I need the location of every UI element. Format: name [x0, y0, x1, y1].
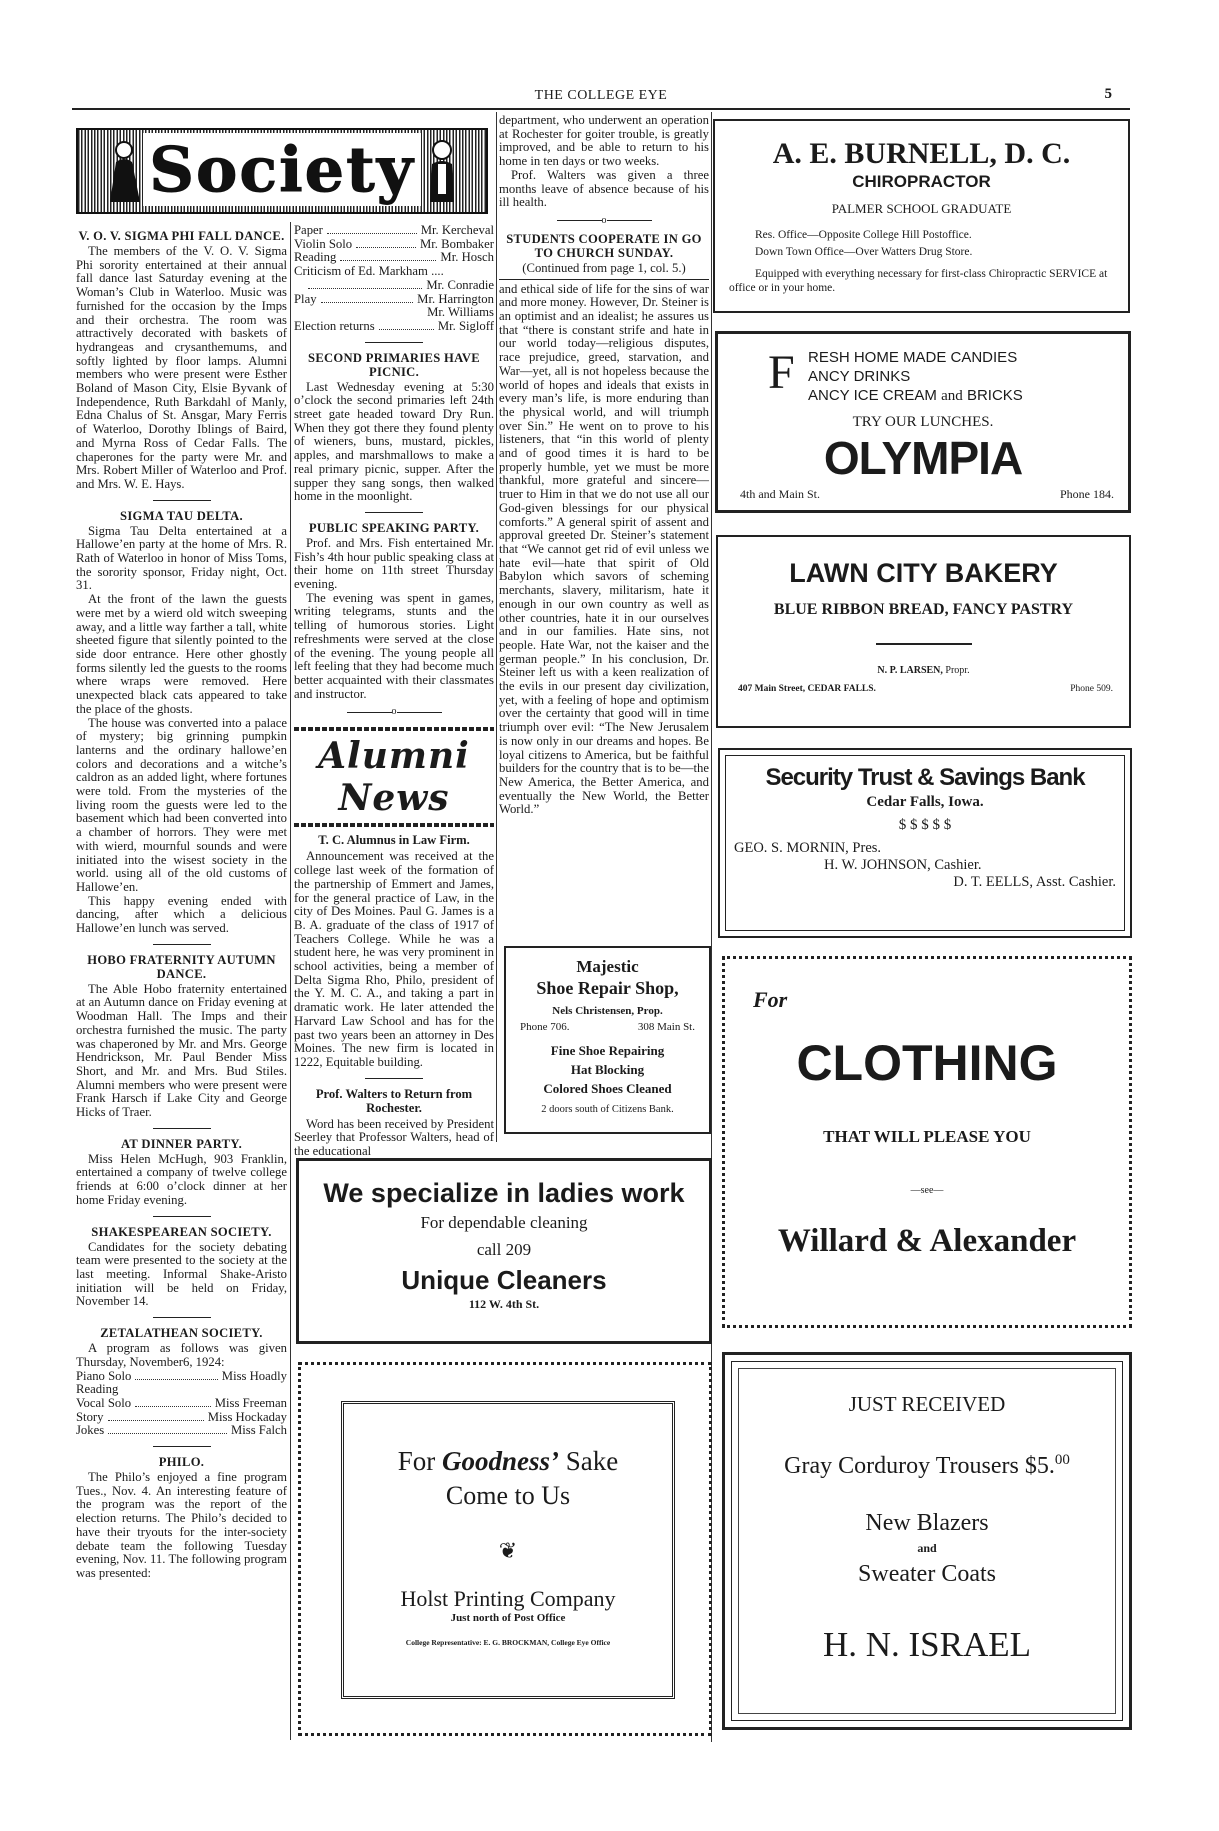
program-item: Reading: [76, 1382, 119, 1397]
program-entry: [76, 1411, 287, 1425]
ad-subline: THAT WILL PLEASE YOU: [823, 1127, 1031, 1146]
column-1: [76, 224, 287, 1581]
program-item: Story: [76, 1409, 104, 1424]
newspaper-title: THE COLLEGE EYE: [534, 88, 668, 103]
continued-note: (Continued from page 1, col. 5.): [499, 262, 709, 280]
article-heading: SECOND PRIMARIES HAVE PICNIC.: [308, 350, 480, 379]
ad-location: 2 doors south of Citizens Bank.: [541, 1104, 674, 1115]
article-public-speaking: [294, 521, 494, 701]
divider: [153, 1216, 211, 1217]
ad-name: Shoe Repair Shop,: [536, 978, 679, 998]
program-entry: [294, 238, 494, 252]
ad-address: 308 Main St.: [637, 1021, 695, 1033]
ad-office: Down Town Office—Over Watters Drug Store.: [755, 246, 973, 258]
program-entry: [294, 265, 494, 279]
ad-headline: CLOTHING: [796, 1035, 1058, 1091]
article-paragraph: The evening was spent in games, writing telegrams, stunts and the telling of humorous stories. Light refreshments were served at the close of the evening. The young people all left feeling that they had become much better acquainted with their classmates and instructor.: [294, 590, 494, 701]
program-entry: [294, 279, 494, 293]
divider: [876, 643, 972, 645]
ad-name: Majestic: [576, 957, 639, 976]
ad-description: Equipped with everything necessary for first-class Chiropractic SERVICE at office or in your home.: [729, 268, 1108, 294]
ad-olympia: [715, 331, 1131, 513]
ad-ornamental-frame: [341, 1401, 675, 1699]
ad-phone: Phone 184.: [1060, 487, 1114, 501]
program-entry: [76, 1383, 287, 1397]
article-heading: SIGMA TAU DELTA.: [120, 508, 243, 523]
column-2: [294, 224, 494, 1159]
ad-initial-letter: F: [768, 346, 795, 399]
ad-phone: Phone 509.: [1070, 684, 1113, 694]
program-item: Jokes: [76, 1423, 105, 1438]
ad-word: Propr.: [945, 665, 970, 676]
program-performer: Mr. Hosch: [440, 250, 494, 265]
article-students-cooperate: [499, 232, 709, 817]
ad-office: Res. Office—Opposite College Hill Postoffice.: [755, 229, 972, 241]
gentleman-figure-icon: [420, 138, 464, 204]
ad-phone: Phone 706.: [520, 1021, 570, 1033]
divider: [365, 342, 423, 343]
ad-word: BRICKS: [966, 387, 1023, 404]
ornament-icon: ❦: [498, 1538, 518, 1563]
program-entry: [294, 224, 494, 238]
program-item: Paper: [294, 223, 323, 237]
article-body: The members of the V. O. V. Sigma Phi sorority entertained at their annual fall dance last Saturday evening at the Woman’s Club in Waterloo. Music was furnished for the occasion by the Imps and their orchestra. The room was attractively decorated with baskets of hydrangeas and crysanthemums, and softly lighted by floor lamps. Alumni members who were present were Esther Boland of Mason City, Elsie Byvank of Independence, Ruth Barkdahl of Manly, Edna Chalus of St. Ansgar, Mary Ferris of Waterloo, Dorothy Iblings of Baird, and Myrna Ross of Cedar Falls. The chaperones for the party were Mr. and Mrs. Robert Miller of Waterloo and Prof. and Mrs. W. E. Hays.: [76, 244, 287, 491]
divider-mark: o: [601, 214, 607, 226]
program-item: Vocal Solo: [76, 1395, 132, 1410]
ad-business-name: A. E. BURNELL, D. C.: [772, 137, 1071, 170]
article-vov-dance: [76, 229, 287, 492]
ad-officer: GEO. S. MORNIN, Pres.: [734, 840, 882, 856]
program-entry: [294, 251, 494, 265]
ad-proprietor-name: N. P. LARSEN,: [877, 665, 943, 676]
divider: [557, 216, 652, 226]
article-zetalathean: [76, 1326, 287, 1438]
ad-officer: H. W. JOHNSON, Cashier.: [824, 857, 982, 873]
divider: [347, 707, 442, 717]
article-second-primaries: [294, 351, 494, 504]
article-hobo-dance: [76, 953, 287, 1120]
ad-word: Sake: [565, 1446, 619, 1476]
ad-contact-row: [506, 1017, 709, 1037]
article-heading: PUBLIC SPEAKING PARTY.: [308, 520, 480, 535]
article-paragraph: At the front of the lawn the guests were met by a wierd old witch sweeping away, and a little way farther a tall, white sheeted figure that silently pointed to the side door entrance. Here other ghostly forms silently led the guests to the rooms where wraps were removed. Here unexpected black cats appeared to take the place of the ghosts.: [76, 592, 287, 716]
program-item: Election returns: [294, 318, 375, 333]
ad-headline: Come to Us: [445, 1481, 571, 1510]
ad-headline: [344, 1444, 672, 1478]
ad-business-name: H. N. ISRAEL: [822, 1625, 1032, 1664]
article-body: A program as follows was given Thursday, November6, 1924:: [76, 1341, 287, 1369]
article-body: The Able Hobo fraternity entertained at an Autumn dance on Friday evening at Woodman Hall. The Imps and their orchestra furnished the music. The party was chaperoned by Mr. and Mrs. George Hendrickson, Mr. Paul Bender Miss Short, and Mr. and Mrs. Bud Stiles. Alumni members who were present were Frank Harsch if Lake City and George Hicks of Traer.: [76, 981, 287, 1120]
program-entry: [76, 1370, 287, 1384]
ad-line: [808, 386, 1023, 406]
divider: [153, 1446, 211, 1447]
masthead: [72, 86, 1130, 110]
article-philo: [76, 1455, 287, 1581]
article-paragraph: Sigma Tau Delta entertained at a Hallowe’en party at the home of Mrs. R. Rath of Waterloo in honor of Miss Toms, the sorority sponsor, Friday night, Oct. 31.: [76, 523, 287, 593]
ad-business-name: OLYMPIA: [823, 432, 1023, 484]
divider: [153, 500, 211, 501]
ad-item-name: Gray Corduroy Trousers: [784, 1453, 1019, 1479]
ad-business-name: Willard & Alexander: [777, 1223, 1077, 1259]
article-heading: PHILO.: [158, 1455, 205, 1470]
program-item: Reading: [294, 250, 337, 265]
ad-business-name: LAWN CITY BAKERY: [789, 558, 1058, 588]
ad-line: For dependable cleaning: [420, 1213, 588, 1232]
column-3: [499, 114, 709, 817]
program-entry: [76, 1424, 287, 1438]
program-item: Violin Solo: [294, 236, 353, 251]
ad-inner-frame: [725, 755, 1125, 931]
article-shakespearean: [76, 1225, 287, 1310]
ad-location: Just north of Post Office: [450, 1612, 566, 1624]
program-entry: [294, 320, 494, 334]
program-performer: Miss Hockaday: [207, 1409, 287, 1424]
program-performer: Mr. Harrington: [417, 291, 494, 306]
article-body: The Philo’s enjoyed a fine program Tues., Nov. 4. An interesting feature of the program was the report of the election returns. The Philo’s decided to have their tryouts for the inter-society debate team the following Tuesday evening, Nov. 11. The following program was presented:: [76, 1470, 287, 1580]
article-paragraph: department, who underwent an operation at Rochester for goiter trouble, is greatly improved, and be able to return to his home in ten days or two weeks.: [499, 113, 709, 169]
article-body: Word has been received by President Seerley that Professor Walters, head of the educational: [294, 1116, 494, 1159]
ad-tagline: BLUE RIBBON BREAD, FANCY PASTRY: [773, 601, 1074, 618]
ad-item: New Blazers: [865, 1510, 989, 1536]
article-heading: ZETALATHEAN SOCIETY.: [100, 1326, 263, 1341]
ad-business-name: Security Trust & Savings Bank: [765, 764, 1085, 791]
ad-inner-frame: [731, 1361, 1123, 1721]
article-heading: HOBO FRATERNITY AUTUMN DANCE.: [87, 952, 276, 981]
ad-and: and: [917, 1541, 937, 1555]
ad-headline: We specialize in ladies work: [323, 1178, 685, 1208]
divider: [365, 512, 423, 513]
ad-officer: D. T. EELLS, Asst. Cashier.: [953, 874, 1116, 890]
ad-holst-printing: [298, 1362, 712, 1736]
column-divider: [290, 222, 291, 1740]
program-item: Piano Solo: [76, 1368, 132, 1383]
ad-inner-frame: [738, 1368, 1116, 1714]
ad-word: Goodness’: [442, 1446, 560, 1476]
ad-service: Fine Shoe Repairing: [550, 1043, 665, 1058]
divider: [153, 944, 211, 945]
article-body: Miss Helen McHugh, 903 Franklin, entertained a company of twelve college friends at 6:00 o’clock dinner at her home Friday evening.: [76, 1151, 287, 1207]
ad-item: [739, 1445, 1115, 1481]
page-number: 5: [1104, 86, 1112, 102]
divider: [153, 1317, 211, 1318]
article-dinner-party: [76, 1137, 287, 1208]
article-heading: Prof. Walters to Return from Rochester.: [315, 1086, 473, 1115]
ad-unique-cleaners: [296, 1158, 712, 1344]
ad-line: RESH HOME MADE CANDIES: [808, 349, 1018, 366]
article-heading: V. O. V. SIGMA PHI FALL DANCE.: [78, 229, 285, 243]
program-entry: [76, 1397, 287, 1411]
divider: [365, 1078, 423, 1079]
ad-hn-israel: [722, 1352, 1132, 1730]
ad-lawn-city-bakery: [716, 535, 1131, 728]
ad-word: For: [397, 1446, 436, 1476]
program-performer: Mr. Bombaker: [420, 236, 494, 251]
article-heading: AT DINNER PARTY.: [120, 1136, 243, 1151]
ornament-border: [294, 823, 494, 827]
ad-majestic-shoe-repair: [504, 946, 711, 1134]
ad-address: 112 W. 4th St.: [468, 1297, 540, 1311]
ad-price: $5.: [1024, 1453, 1055, 1479]
program-performer: Mr. Kercheval: [420, 223, 494, 237]
ad-proprietor: Nels Christensen, Prop.: [552, 1005, 663, 1017]
philo-program-list: [294, 224, 494, 334]
ad-business-name: Unique Cleaners: [401, 1265, 607, 1295]
program-performer: Mr. Sigloff: [437, 318, 494, 333]
ad-offerings: [808, 348, 1023, 406]
program-entry: [294, 306, 494, 320]
article-law-firm: [294, 833, 494, 1069]
ad-item: Sweater Coats: [858, 1561, 996, 1587]
article-paragraph: Prof. and Mrs. Fish entertained Mr. Fish’s 4th hour public speaking class at their home on 11th street Thursday evening.: [294, 535, 494, 592]
article-body: Candidates for the society debating team were presented to the society at the last meeting. Informal Shake-Aristo initiation will be held on Friday, November 14.: [76, 1239, 287, 1309]
divider-mark: o: [391, 706, 397, 718]
ad-address: 407 Main Street, CEDAR FALLS.: [738, 684, 876, 694]
article-body: Announcement was received at the college last week of the formation of the partnership of Emmert and James, for the general practice of Law, in the city of Des Moines. Paul G. James is a B. A. graduate of the class of 1917 of Teachers College. While he was a student here, he was very prominent in school activities, being a member of Delta Sigma Rho, Philo, president of the Y. M. C. A., and taking a part in dramatic work. He later attended the Harvard Law School and has for the past two years been an attorney in Des Moines. The new firm is located in 1222, Equitable building.: [294, 849, 494, 1069]
article-heading: SHAKESPEAREAN SOCIETY.: [91, 1224, 272, 1239]
program-entry: [294, 293, 494, 307]
article-prof-walters: [294, 1087, 494, 1159]
ornament-border: [294, 727, 494, 731]
article-body: and ethical side of life for the sins of war and more money. However, Dr. Steiner is an optimist and an idealist; he assures us that “there is constant strife and hate in our world today—religious disputes, race prejudice, greed, starvation, and War—yet, all is not hopeless because the world of hopes and ideals that exists in every man’s life, is more enduring than the physical world, and will triumph over Sin.” He went on to prove to his listeners, that “in this world of plenty and of good times it is hard to be properly humble, yet we must be more thankful, more grateful and sincere—truer to Him in that we do not use all our God-given blessings for our physical comforts.” A general spirit of assent and approval greeted Dr. Steiner’s statement that “We cannot get rid of evil unless we hate evil—hate that spirit of Old Babylon which savors of scheming merchants, slavery, militarism, hate it enough in our own country as well as other countries, hate it in our ourselves and in our families. Hate sins, not people. Hate War, not the kaiser and the german people.” In his conclusion, Dr. Steiner left us with a keen realization of the evils in our present day civilization, yet, with a feeling of hope and optimism over the certainty that good will in time triumph over evil: “The New Jerusalem is now only in our dreams and hopes. Be loyal citizens to America, but be faithful builders for the country that is to be—the New America, the Better America, and eventually the New World, the Better World.”: [499, 281, 709, 817]
ad-proprietor: [718, 665, 1129, 676]
ad-burnell-chiropractor: [713, 119, 1130, 313]
article-paragraph: Prof. Walters was given a three months leave of absence because of his ill health.: [499, 167, 709, 210]
ad-price-cents: 00: [1054, 1452, 1070, 1468]
ad-representative: College Representative: E. G. BROCKMAN, College Eye Office: [405, 1638, 611, 1647]
ad-service: Colored Shoes Cleaned: [543, 1081, 672, 1096]
ad-service: Hat Blocking: [570, 1062, 645, 1077]
program-performer: Mr. Conradie: [426, 277, 494, 292]
ad-just-received: JUST RECEIVED: [848, 1392, 1006, 1416]
ad-security-trust-bank: [718, 748, 1132, 938]
ad-symbols: $ $ $ $ $: [898, 817, 952, 833]
ad-word: and: [941, 388, 963, 404]
ad-address: 4th and Main St.: [740, 487, 820, 501]
ad-line: ANCY DRINKS: [808, 368, 911, 385]
ad-willard-alexander: [722, 956, 1132, 1328]
program-item: Play: [294, 291, 317, 306]
society-logo-lettering: Society: [138, 134, 426, 206]
ad-lunches: TRY OUR LUNCHES.: [852, 414, 994, 430]
ad-title: CHIROPRACTOR: [852, 172, 991, 191]
ad-line: call 209: [476, 1240, 532, 1259]
article-body: Last Wednesday evening at 5:30 o’clock the second primaries left 24th street gate headed toward Dry Run. When they got there they found plenty of wieners, buns, mustard, pickles, apples, and marshmallows to make a real primary picnic, supper. After the supper they sang songs, then walked home in the moonlight.: [294, 379, 494, 504]
column-divider: [496, 112, 497, 1142]
society-banner: [76, 128, 488, 214]
ad-city: Cedar Falls, Iowa.: [866, 794, 984, 810]
alumni-news-title: Alumni News: [318, 735, 470, 820]
divider: [153, 1128, 211, 1129]
article-paragraph: This happy evening ended with dancing, after which a delicious Hallowe’en lunch was served.: [76, 893, 287, 936]
program-performer: Mr. Williams: [427, 305, 494, 320]
ad-business-name: Holst Printing Company: [400, 1586, 616, 1611]
ad-for: For: [753, 987, 788, 1012]
ad-see: —see—: [910, 1185, 944, 1196]
article-sigma-tau-delta: [76, 509, 287, 936]
article-paragraph: The house was converted into a palace of mystery; big grinning pumpkin lanterns and the ordinary hallowe’en colors and decorations and a witche’s caldron as an added light, where fortunes were told. From the mysteries of the living room the guests were led to the basement which had been converted into a chamber of horrors. They were met with wierd, mournful sounds and were initiated into the wisest society in the world. using all of the old customs of Hallowe’en.: [76, 715, 287, 894]
ad-word: ANCY ICE CREAM: [808, 387, 937, 404]
program-item: Criticism of Ed. Markham ....: [294, 264, 444, 279]
article-heading: T. C. Alumnus in Law Firm.: [318, 833, 470, 848]
article-heading: STUDENTS COOPERATE IN GO TO CHURCH SUNDAY.: [506, 231, 702, 260]
ad-school: PALMER SCHOOL GRADUATE: [831, 201, 1012, 216]
ad-contact-row: [718, 676, 1129, 694]
program-performer: Miss Hoadly: [221, 1368, 287, 1383]
program-performer: Miss Falch: [230, 1423, 287, 1438]
program-performer: Miss Freeman: [214, 1395, 287, 1410]
